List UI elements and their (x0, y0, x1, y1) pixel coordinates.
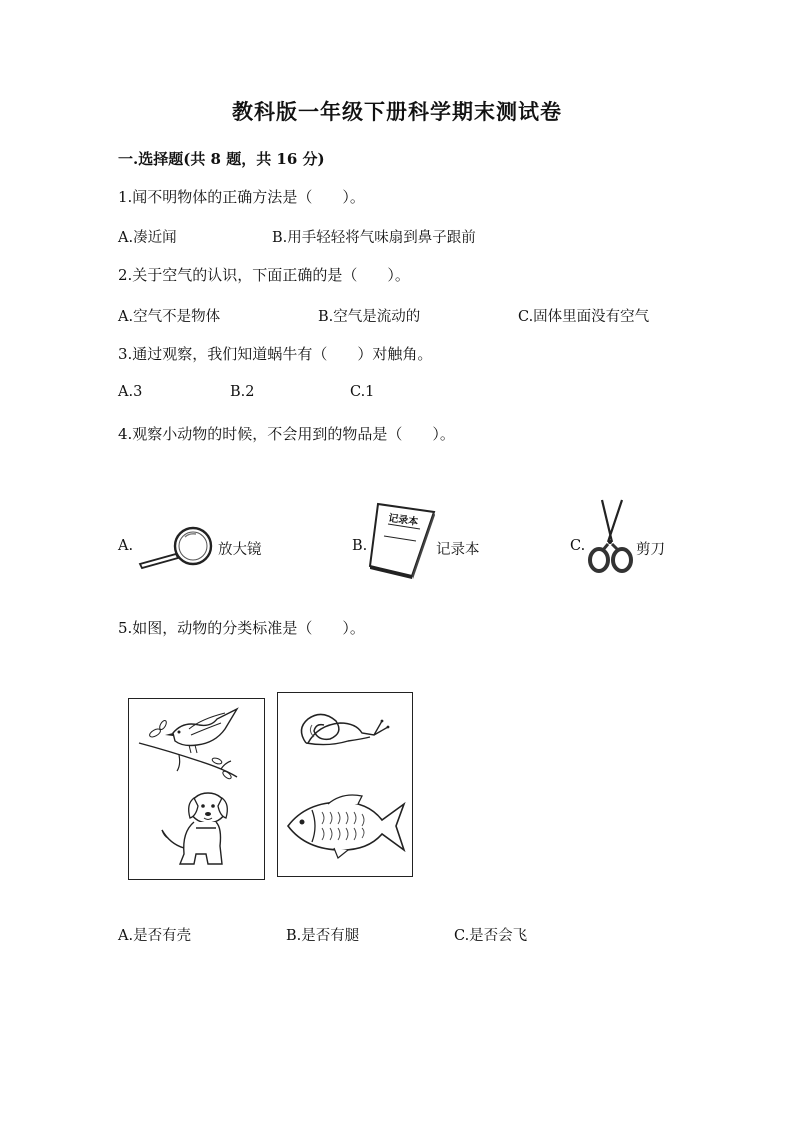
question-5-stem: 5.如图，动物的分类标准是（ ）。 (118, 619, 365, 637)
question-2-option-b[interactable]: B.空气是流动的 (318, 309, 421, 325)
question-1-option-b[interactable]: B.用手轻轻将气味扇到鼻子跟前 (272, 230, 476, 246)
fish-icon (282, 790, 408, 862)
question-2-stem: 2.关于空气的认识，下面正确的是（ ）。 (118, 266, 410, 284)
question-5-option-a[interactable]: A.是否有壳 (118, 928, 192, 944)
question-5-option-b[interactable]: B.是否有腿 (286, 928, 360, 944)
question-4-option-c-label[interactable]: 剪刀 (636, 542, 665, 558)
question-4-option-b-label[interactable]: 记录本 (436, 542, 480, 558)
question-3-option-a[interactable]: A.3 (118, 384, 143, 400)
dog-icon (150, 788, 240, 870)
question-3-option-c[interactable]: C.1 (350, 384, 375, 400)
question-4-stem: 4.观察小动物的时候，不会用到的物品是（ ）。 (118, 425, 455, 443)
section-heading: 一.选择题(共 8 题，共 16 分) (118, 150, 325, 168)
question-2-option-c[interactable]: C.固体里面没有空气 (518, 309, 650, 325)
question-4-option-b-letter[interactable]: B. (352, 538, 368, 554)
question-4-option-a-label[interactable]: 放大镜 (218, 542, 262, 558)
page-title: 教科版一年级下册科学期末测试卷 (232, 99, 562, 124)
magnifier-icon (136, 522, 216, 572)
notebook-icon (364, 500, 436, 580)
question-1-option-a[interactable]: A.凑近闻 (118, 230, 177, 246)
question-1-stem: 1.闻不明物体的正确方法是（ ）。 (118, 188, 365, 206)
question-3-option-b[interactable]: B.2 (230, 384, 255, 400)
question-4-option-a-letter[interactable]: A. (118, 538, 134, 554)
scissors-icon (586, 498, 634, 576)
question-4-option-c-letter[interactable]: C. (570, 538, 586, 554)
question-3-stem: 3.通过观察，我们知道蜗牛有（ ）对触角。 (118, 345, 433, 363)
question-2-option-a[interactable]: A.空气不是物体 (118, 309, 221, 325)
question-5-option-c[interactable]: C.是否会飞 (454, 928, 528, 944)
notebook-cover-text: 记录本 (387, 513, 419, 529)
